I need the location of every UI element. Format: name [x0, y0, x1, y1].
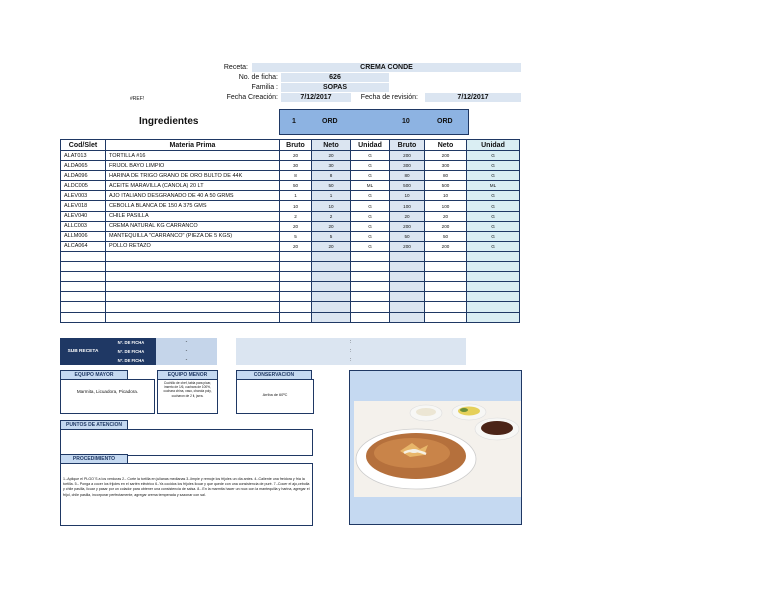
cell-neto-2: 50 [425, 231, 467, 241]
fecha-creacion-value: 7/12/2017 [281, 93, 351, 102]
cell-neto-1: 1 [312, 191, 351, 201]
equipo-mayor-title: EQUIPO MAYOR [60, 370, 128, 380]
empty-cell [390, 251, 425, 261]
cell-cod: ALDC005 [61, 181, 106, 191]
cell-unidad-1: G [351, 211, 390, 221]
yield-2-unit: ORD [437, 118, 453, 125]
cell-materia: CHILE PASILLA [106, 211, 280, 221]
cell-neto-2: 80 [425, 171, 467, 181]
equipo-mayor-text: Marmita, Licuadora, Picadora. [76, 389, 139, 394]
cell-cod: ALLC003 [61, 221, 106, 231]
table-row [61, 161, 520, 171]
empty-cell [312, 312, 351, 322]
cell-unidad-2: G [467, 231, 520, 241]
empty-cell [467, 251, 520, 261]
empty-cell [280, 282, 312, 292]
cell-cod: ALAT013 [61, 151, 106, 161]
empty-table-row [61, 312, 520, 322]
empty-cell [106, 292, 280, 302]
sub-ficha-label-1: Nº. DE FICHA [117, 340, 145, 345]
empty-table-row [61, 302, 520, 312]
fecha-revision-value: 7/12/2017 [425, 93, 521, 102]
sub-receta-label-column [106, 338, 156, 365]
empty-cell [467, 282, 520, 292]
cell-materia: CREMA NATURAL KG CARRANCO [106, 221, 280, 231]
cell-bruto-2: 200 [390, 241, 425, 251]
cell-bruto-2: 300 [390, 161, 425, 171]
table-row [61, 191, 520, 201]
cell-bruto-1: 20 [280, 151, 312, 161]
cell-bruto-2: 200 [390, 221, 425, 231]
puntos-atencion-box [60, 429, 313, 456]
sub-ficha-value-2: - [185, 348, 188, 354]
empty-cell [390, 312, 425, 322]
cell-unidad-2: G [467, 241, 520, 251]
table-row [61, 151, 520, 161]
empty-cell [467, 292, 520, 302]
cell-neto-2: 20 [425, 211, 467, 221]
cell-bruto-2: 500 [390, 181, 425, 191]
cell-bruto-2: 100 [390, 201, 425, 211]
cell-neto-1: 30 [312, 161, 351, 171]
empty-cell [106, 262, 280, 272]
table-row [61, 231, 520, 241]
yield-header [279, 109, 469, 135]
empty-cell [351, 292, 390, 302]
empty-cell [425, 312, 467, 322]
col-header-materia: Materia Prima [106, 140, 280, 151]
col-header-neto-1: Neto [312, 140, 351, 151]
empty-cell [312, 282, 351, 292]
cell-unidad-2: G [467, 221, 520, 231]
cell-cod: ALDA096 [61, 171, 106, 181]
empty-cell [106, 282, 280, 292]
cell-bruto-1: 50 [280, 181, 312, 191]
cell-unidad-2: G [467, 161, 520, 171]
empty-cell [280, 292, 312, 302]
cell-neto-2: 100 [425, 201, 467, 211]
cell-cod: ALEV018 [61, 201, 106, 211]
procedimiento-title: PROCEDIMIENTO [60, 454, 128, 464]
cell-neto-1: 10 [312, 201, 351, 211]
empty-cell [280, 302, 312, 312]
cell-cod: ALLM006 [61, 231, 106, 241]
cell-materia: FRIJOL BAYO LIMPIO [106, 161, 280, 171]
empty-cell [351, 282, 390, 292]
empty-cell [61, 282, 106, 292]
col-header-unidad-1: Unidad [351, 140, 390, 151]
cell-neto-1: 5 [312, 231, 351, 241]
cell-neto-2: 500 [425, 181, 467, 191]
cell-unidad-1: G [351, 221, 390, 231]
col-header-bruto-1: Bruto [280, 140, 312, 151]
sub-ficha-value-1: - [185, 339, 188, 345]
empty-cell [61, 272, 106, 282]
cell-cod: ALCA064 [61, 241, 106, 251]
empty-cell [106, 302, 280, 312]
empty-cell [351, 272, 390, 282]
fecha-creacion-label: Fecha Creación: [226, 94, 278, 101]
empty-cell [390, 302, 425, 312]
empty-cell [425, 272, 467, 282]
empty-cell [280, 272, 312, 282]
familia-label: Familia : [251, 84, 278, 91]
cell-bruto-2: 200 [390, 151, 425, 161]
empty-cell [390, 272, 425, 282]
cell-unidad-1: G [351, 191, 390, 201]
cell-neto-2: 300 [425, 161, 467, 171]
empty-cell [312, 251, 351, 261]
procedimiento-text: 1.-Aplique el PLGO´S a los verduras 2.- Corte la tortilla en julianas medianas 3.-limpie y remoje los frijoles un día antes. 4.-Caliente una freidora y fría la tortilla. 5.- Ponga a cocer los frijoles en el sartén eléctrico 6.-Ya cocidos los frijoles licuar y que quede con una consistencia de puré. 7.-Cocer el ajo,cebolla y chile pasilla, licuar y pasar por un colador para obtener una consistencia de salsa. 8.- En la marmita hacer un roux con la mantequilla y harina, agregar el frijol, chile pasilla, incorporar perfectamente, agregar crema temperada y sazonar con sal. [63, 477, 310, 497]
equipo-menor-title: EQUIPO MENOR [157, 370, 218, 380]
sub-receta-label: SUB RECETA [60, 338, 106, 365]
empty-cell [61, 251, 106, 261]
empty-cell [467, 262, 520, 272]
empty-cell [351, 251, 390, 261]
empty-cell [61, 312, 106, 322]
cell-neto-1: 20 [312, 221, 351, 231]
sub-ficha-label-2: Nº. DE FICHA [117, 349, 145, 354]
fecha-revision-label: Fecha de revisión: [360, 94, 418, 101]
soup-bowl-photo [354, 401, 521, 497]
empty-cell [312, 302, 351, 312]
empty-cell [467, 302, 520, 312]
empty-cell [106, 312, 280, 322]
cell-cod: ALEV040 [61, 211, 106, 221]
cell-materia: POLLO RETAZO [106, 241, 280, 251]
ingredients-table [60, 139, 520, 323]
table-row [61, 241, 520, 251]
empty-cell [351, 302, 390, 312]
col-header-cod: Cod/Slet [61, 140, 106, 151]
cell-neto-2: 200 [425, 151, 467, 161]
conservacion-box [236, 379, 314, 414]
cell-neto-1: 50 [312, 181, 351, 191]
empty-cell [467, 312, 520, 322]
sub-ficha-colon-1: : [350, 339, 352, 345]
procedimiento-box [60, 463, 313, 526]
table-row [61, 201, 520, 211]
ref-error: #REF! [130, 96, 145, 102]
table-row [61, 211, 520, 221]
cell-neto-2: 200 [425, 221, 467, 231]
empty-cell [425, 262, 467, 272]
empty-cell [390, 262, 425, 272]
empty-table-row [61, 251, 520, 261]
puntos-atencion-title: PUNTOS DE ATENCION [60, 420, 128, 430]
empty-table-row [61, 282, 520, 292]
cell-unidad-2: G [467, 151, 520, 161]
ficha-value: 626 [281, 73, 389, 82]
yield-1-qty: 1 [292, 118, 296, 125]
empty-cell [425, 302, 467, 312]
empty-cell [351, 262, 390, 272]
equipo-mayor-box [60, 379, 155, 414]
cell-neto-2: 10 [425, 191, 467, 201]
empty-cell [425, 292, 467, 302]
sub-ficha-label-3: Nº. DE FICHA [117, 358, 145, 363]
cell-materia: HARINA DE TRIGO GRANO DE ORO BULTO DE 44K [106, 171, 280, 181]
cell-bruto-2: 10 [390, 191, 425, 201]
conservacion-title: CONSERVACION [236, 370, 312, 380]
empty-cell [61, 262, 106, 272]
cell-neto-1: 20 [312, 241, 351, 251]
cell-bruto-1: 20 [280, 241, 312, 251]
cell-bruto-1: 2 [280, 211, 312, 221]
cell-bruto-2: 80 [390, 171, 425, 181]
cell-materia: ACEITE MARAVILLA (CANOLA) 20 LT [106, 181, 280, 191]
yield-2-qty: 10 [402, 118, 410, 125]
cell-unidad-1: G [351, 231, 390, 241]
cell-bruto-1: 30 [280, 161, 312, 171]
cell-unidad-1: G [351, 241, 390, 251]
cell-materia: TORTILLA #16 [106, 151, 280, 161]
empty-cell [312, 292, 351, 302]
cell-bruto-1: 1 [280, 191, 312, 201]
cell-neto-1: 2 [312, 211, 351, 221]
cell-bruto-2: 20 [390, 211, 425, 221]
col-header-neto-2: Neto [425, 140, 467, 151]
empty-cell [312, 262, 351, 272]
empty-cell [61, 292, 106, 302]
equipo-menor-box [157, 379, 218, 414]
table-row [61, 221, 520, 231]
empty-cell [351, 312, 390, 322]
cell-bruto-1: 5 [280, 231, 312, 241]
cell-materia: CEBOLLA BLANCA DE 150 A 375 GMS [106, 201, 280, 211]
empty-cell [280, 251, 312, 261]
col-header-unidad-2: Unidad [467, 140, 520, 151]
cell-unidad-1: ML [351, 181, 390, 191]
cell-materia: AJO ITALIANO DESGRANADO DE 40 A 50 GRMS [106, 191, 280, 201]
ficha-label: No. de ficha: [238, 74, 278, 81]
empty-cell [280, 262, 312, 272]
empty-cell [390, 282, 425, 292]
cell-bruto-1: 8 [280, 171, 312, 181]
sub-ficha-colon-3: : [350, 357, 352, 363]
cell-unidad-2: G [467, 201, 520, 211]
receta-label: Receta: [223, 64, 248, 71]
table-header-row [61, 140, 520, 151]
empty-cell [280, 312, 312, 322]
empty-cell [425, 282, 467, 292]
empty-table-row [61, 262, 520, 272]
ingredientes-title: Ingredientes [139, 116, 199, 127]
empty-table-row [61, 272, 520, 282]
empty-cell [106, 272, 280, 282]
sub-receta-names [236, 338, 466, 365]
cell-unidad-1: G [351, 171, 390, 181]
table-row [61, 171, 520, 181]
cell-neto-1: 20 [312, 151, 351, 161]
empty-cell [106, 251, 280, 261]
sub-receta-values [156, 338, 217, 365]
receta-value: CREMA CONDE [252, 63, 521, 72]
conservacion-text: Arriba de 60ºC [262, 393, 288, 397]
col-header-bruto-2: Bruto [390, 140, 425, 151]
cell-unidad-2: G [467, 211, 520, 221]
cell-cod: ALDA065 [61, 161, 106, 171]
cell-cod: ALEV003 [61, 191, 106, 201]
empty-cell [312, 272, 351, 282]
cell-neto-1: 8 [312, 171, 351, 181]
cell-unidad-1: G [351, 151, 390, 161]
empty-cell [390, 292, 425, 302]
empty-cell [61, 302, 106, 312]
photo-frame [349, 370, 522, 525]
sub-ficha-colon-2: : [350, 348, 352, 354]
cell-materia: MANTEQUILLA "CARRANCO" (PIEZA DE 5 KGS) [106, 231, 280, 241]
cell-bruto-1: 20 [280, 221, 312, 231]
cell-unidad-2: G [467, 191, 520, 201]
empty-table-row [61, 292, 520, 302]
empty-cell [467, 272, 520, 282]
cell-neto-2: 200 [425, 241, 467, 251]
yield-1-unit: ORD [322, 118, 338, 125]
empty-cell [425, 251, 467, 261]
familia-value: SOPAS [281, 83, 389, 92]
cell-bruto-2: 50 [390, 231, 425, 241]
cell-unidad-2: G [467, 171, 520, 181]
sub-ficha-value-3: - [185, 357, 188, 363]
table-row [61, 181, 520, 191]
equipo-menor-text: Cuchillo de chef, tabla para picar, inserto de 1/6, cuchara de 100%, cuchara china, vaso, charola poly, cucharon de 2 lt, jarra. [163, 381, 212, 398]
cell-bruto-1: 10 [280, 201, 312, 211]
cell-unidad-2: ML [467, 181, 520, 191]
cell-unidad-1: G [351, 161, 390, 171]
cell-unidad-1: G [351, 201, 390, 211]
